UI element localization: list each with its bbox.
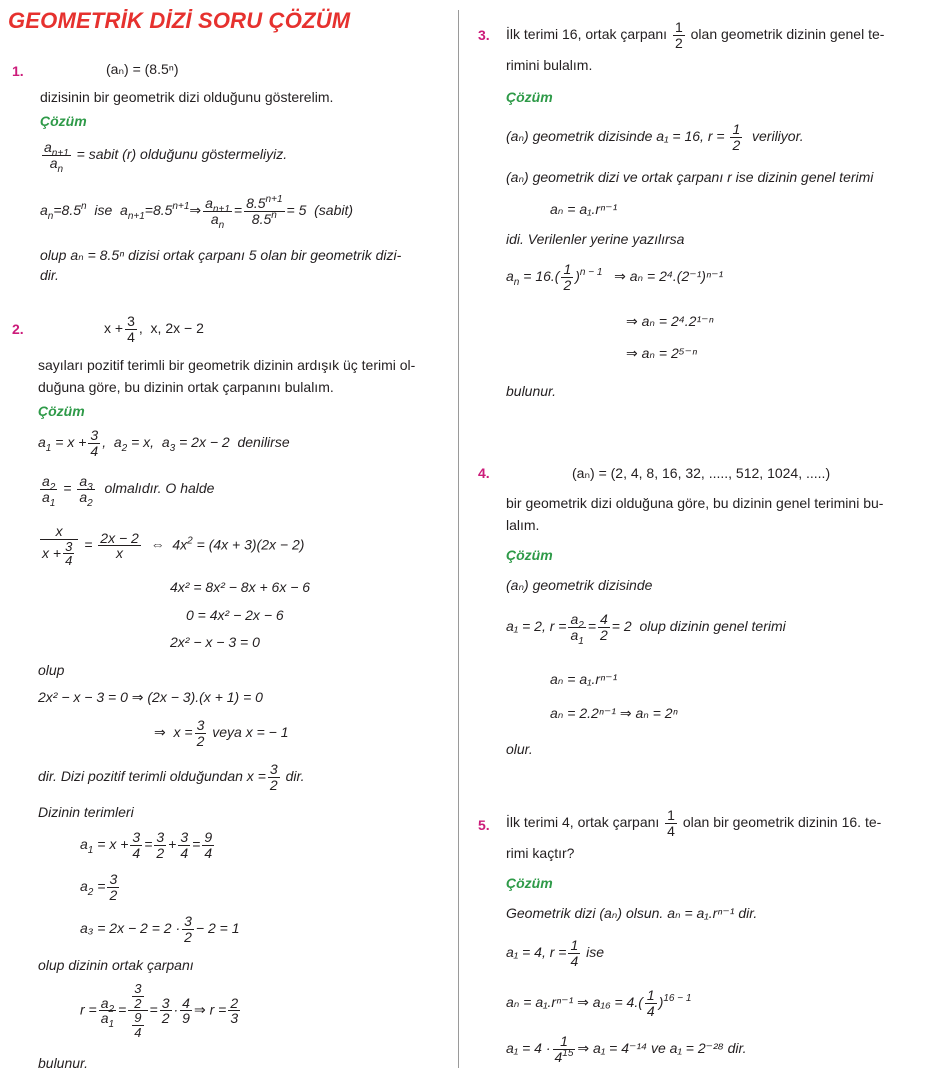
solution-4-ratio-c: olup dizinin genel terimi — [639, 617, 786, 634]
solution-2-equation-4: 2x² − x − 3 = 0 — [170, 634, 260, 650]
question-5-text-2: rimi kaçtır? — [506, 845, 575, 861]
solution-2-denilirse: denilirse — [237, 433, 290, 450]
solution-1-ratio-line: $\frac{a_{n+1}}{a_n}$ = sabit (r) olduğunu göstermeliyiz. — [44, 139, 288, 175]
page-title: GEOMETRİK DİZİ SORU ÇÖZÜM — [8, 8, 351, 33]
solution-2-factoring: 2x² − x − 3 = 0 ⇒ (2x − 3).(x + 1) = 0 — [38, 689, 263, 705]
solution-2-term-a3: a₃ = 2x − 2 = 2 · $\frac{3}{2}$ − 2 = 1 — [80, 913, 240, 945]
solution-4-ratio: a₁ = 2, r = $\frac{a_2}{a_1}$ = $\frac{4}{2}$ = 2 olup dizinin genel terimi — [506, 611, 786, 647]
solution-5-heading: Çözüm — [506, 875, 553, 891]
question-2-sequence: x + $\frac{3}{4}$ , x, 2x − 2 — [104, 313, 204, 345]
solution-2-veya: veya x = − 1 — [212, 723, 289, 740]
question-1-number: 1. — [12, 63, 24, 79]
solution-2-dir-end: dir. — [285, 767, 305, 784]
solution-1-formula: $a_n=8.5^n$ ise $a_{n+1}=8.5^{n+1}\Rightarrow$ $\frac{a_{n+1}}{a_n}$ = $\frac{8.5^{n+1}}{8.5^n}$ = 5 (sabit) — [40, 194, 354, 231]
solution-4-result: aₙ = 2.2ⁿ⁻¹ ⇒ aₙ = 2ⁿ — [550, 705, 678, 721]
solution-3-heading: Çözüm — [506, 89, 553, 105]
solution-4-general-term: aₙ = a₁.rⁿ⁻¹ — [550, 671, 618, 687]
solution-2-olup: olup — [38, 662, 65, 678]
solution-5-intro: Geometrik dizi (aₙ) olsun. aₙ = a₁.rⁿ⁻¹ dir. — [506, 905, 758, 921]
solution-4-ratio-a: a₁ = 2, r = — [506, 617, 567, 634]
solution-2-ratio-equality: $\frac{a_2}{a_1}$ = $\frac{a_3}{a_2}$ olmalıdır. O halde — [42, 473, 215, 509]
question-4-number: 4. — [478, 465, 490, 481]
question-2-number: 2. — [12, 321, 24, 337]
solution-3-bulunur: bulunur. — [506, 383, 557, 399]
question-1-sequence: (aₙ) = (8.5ⁿ) — [106, 61, 179, 77]
solution-3-given: (aₙ) geometrik dizisinde a₁ = 16, r = $\frac{1}{2}$ veriliyor. — [506, 121, 804, 153]
solution-2-equation-2: 4x² = 8x² − 8x + 6x − 6 — [170, 579, 311, 595]
solution-5-given-a: a₁ = 4, r = — [506, 943, 567, 960]
solution-5-given-b: ise — [586, 943, 605, 960]
solution-5-equation-2a: a₁ = 4 · — [506, 1039, 551, 1056]
question-3-text-1a: İlk terimi 16, ortak çarpanı — [506, 25, 668, 42]
solution-2-roots: ⇒ x = $\frac{3}{2}$ veya x = − 1 — [154, 717, 289, 749]
solution-2-dir-text: dir. Dizi pozitif terimli olduğundan — [38, 767, 243, 784]
question-3-text-1b: olan geometrik dizinin genel te- — [690, 25, 885, 42]
solution-2-a3-end: − 2 = 1 — [195, 919, 240, 936]
solution-5-equation-1a: aₙ = a₁.rⁿ⁻¹ ⇒ a₁₆ = 4. — [506, 993, 639, 1010]
question-2-text-1: sayıları pozitif terimli bir geometrik dizinin ardışık üç terimi ol- — [38, 357, 416, 373]
solution-3-general-term-formula: aₙ = a₁.rⁿ⁻¹ — [550, 201, 618, 217]
solution-4-heading: Çözüm — [506, 547, 553, 563]
question-4-text-2: lalım. — [506, 517, 540, 533]
solution-3-equation-2: ⇒ aₙ = 2⁴.2¹⁻ⁿ — [626, 313, 714, 329]
solution-1-conclusion: olup aₙ = 8.5ⁿ dizisi ortak çarpanı 5 olan bir geometrik dizi- — [40, 247, 402, 263]
solution-3-equation-3: ⇒ aₙ = 2⁵⁻ⁿ — [626, 345, 698, 361]
solution-2-a3-text: a₃ = 2x − 2 = 2 — [80, 919, 172, 936]
solution-1-conclusion-2: dir. — [40, 267, 59, 283]
solution-5-equation-2: a₁ = 4 · $\frac{1}{4^{15}}$ ⇒ a₁ = 4⁻¹⁴ ve a₁ = 2⁻²⁸ dir. — [506, 1033, 747, 1065]
solution-3-given-b: veriliyor. — [752, 127, 804, 144]
question-2-sequence-rest: x, 2x − 2 — [150, 319, 204, 336]
question-3-text-2: rimini bulalım. — [506, 57, 593, 73]
solution-2-term-a1: $a_1 = x$ + $\frac{3}{4}$ = $\frac{3}{2}$ + $\frac{3}{4}$ = $\frac{9}{4}$ — [80, 829, 213, 861]
solution-2-terms-heading: Dizinin terimleri — [38, 804, 134, 820]
solution-5-equation-1: aₙ = a₁.rⁿ⁻¹ ⇒ a₁₆ = 4.( $\frac{1}{4}$ )$^{16 - 1}$ — [506, 987, 692, 1019]
solution-1-ratio-text: = sabit (r) olduğunu göstermeliyiz. — [76, 145, 288, 162]
question-5-number: 5. — [478, 817, 490, 833]
question-4-text-1: bir geometrik dizi olduğuna göre, bu dizinin genel terimini bu- — [506, 495, 884, 511]
solution-2-bulunur: bulunur. — [38, 1055, 89, 1071]
solution-2-equation-3: 0 = 4x² − 2x − 6 — [186, 607, 284, 623]
solution-2-olmalidir: olmalıdır. O halde — [104, 479, 215, 496]
solution-2-term-a2: $a_2$ = $\frac{3}{2}$ — [80, 871, 118, 903]
solution-4-olur: olur. — [506, 741, 533, 757]
solution-2-equation-1: x x + $\frac{3}{4}$ = $\frac{2x - 2}{x}$ ⇔ $4x^2 = (4x + 3)(2x - 2)$ — [42, 523, 305, 569]
question-1-text: dizisinin bir geometrik dizi olduğunu gösterelim. — [40, 89, 334, 105]
solution-1-heading: Çözüm — [40, 113, 87, 129]
solution-2-positive-root: dir. Dizi pozitif terimli olduğundan x = $\frac{3}{2}$ dir. — [38, 761, 305, 793]
question-2-text-2: duğuna göre, bu dizinin ortak çarpanını bulalım. — [38, 379, 334, 395]
question-4-sequence: (aₙ) = (2, 4, 8, 16, 32, ....., 512, 1024, .....) — [572, 465, 831, 481]
solution-3-equation-1: $a_n = 16$.( $\frac{1}{2}$ )$^{n - 1}$ ⇒ aₙ = 2⁴.(2⁻¹)ⁿ⁻¹ — [506, 261, 724, 293]
solution-2-common-ratio: r = $\frac{a_2}{a_1}$ = $\frac{\frac{3}{2}}{\frac{9}{4}}$ = $\frac{3}{2}$ · $\frac{4}{9}$ ⇒ r = $\frac{2}{3}$ — [80, 981, 239, 1040]
question-5-text-1: İlk terimi 4, ortak çarpanı $\frac{1}{4}$ olan bir geometrik dizinin 16. te- — [506, 807, 882, 839]
column-divider — [458, 10, 459, 1068]
solution-5-given: a₁ = 4, r = $\frac{1}{4}$ ise — [506, 937, 605, 969]
solution-3-equation-1b: ⇒ aₙ = 2⁴.(2⁻¹)ⁿ⁻¹ — [614, 267, 724, 284]
solution-5-equation-2b: ⇒ a₁ = 4⁻¹⁴ ve a₁ = 2⁻²⁸ dir. — [577, 1039, 747, 1056]
solution-4-intro: (aₙ) geometrik dizisinde — [506, 577, 653, 593]
solution-3-general-term-text: (aₙ) geometrik dizi ve ortak çarpanı r ise dizinin genel terimi — [506, 169, 874, 185]
solution-3-given-a: (aₙ) geometrik dizisinde a₁ = 16, r = — [506, 127, 725, 144]
question-5-text-1b: olan bir geometrik dizinin 16. te- — [682, 813, 882, 830]
question-3-text-1: İlk terimi 16, ortak çarpanı $\frac{1}{2}$ olan geometrik dizinin genel te- — [506, 19, 885, 51]
solution-3-substitution-text: idi. Verilenler yerine yazılırsa — [506, 231, 685, 247]
question-5-text-1a: İlk terimi 4, ortak çarpanı — [506, 813, 660, 830]
solution-2-heading: Çözüm — [38, 403, 85, 419]
solution-2-common-ratio-text: olup dizinin ortak çarpanı — [38, 957, 194, 973]
solution-2-definitions: $a_1 = x$ + $\frac{3}{4}$ , $a_2 = x$, $a_3 = 2x - 2$ denilirse — [38, 427, 290, 459]
question-3-number: 3. — [478, 27, 490, 43]
